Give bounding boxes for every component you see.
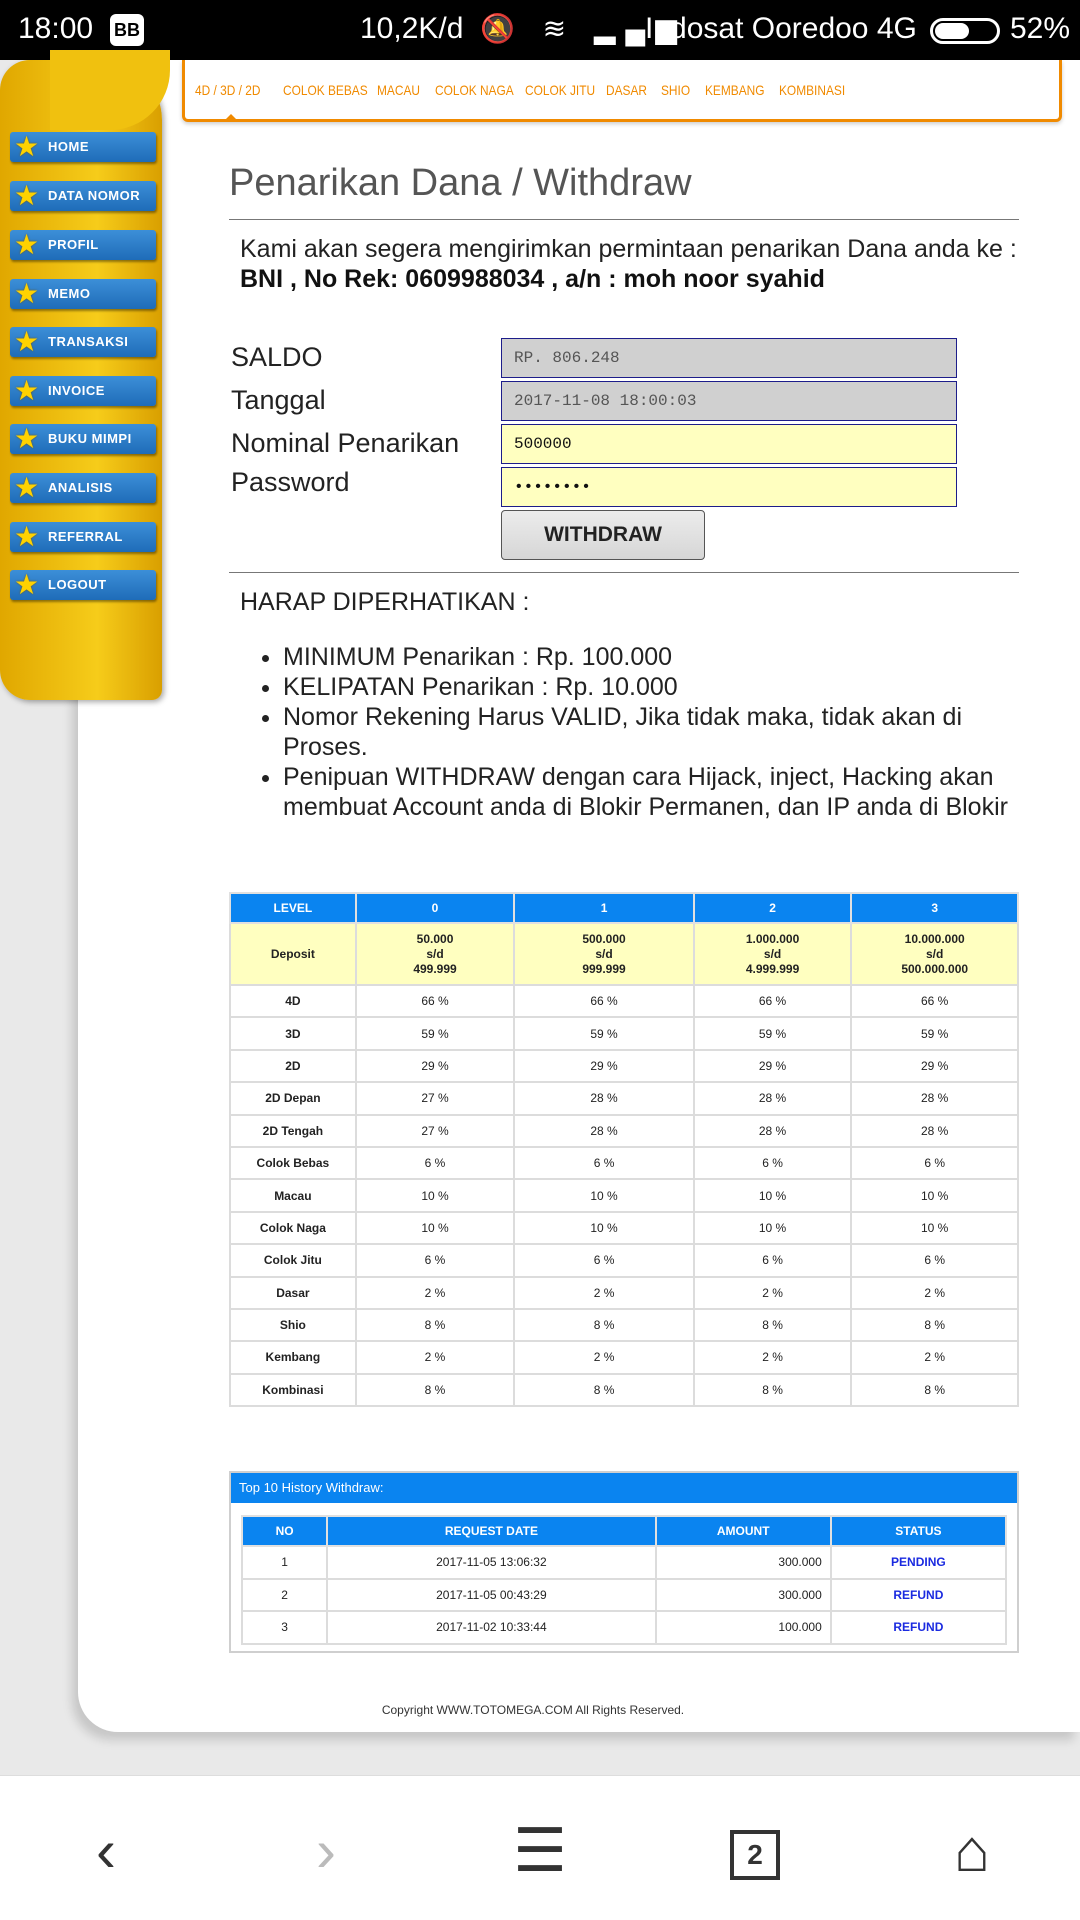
row-label: Colok Bebas <box>230 1147 356 1179</box>
payout-value: 66 % <box>356 985 515 1017</box>
column-header: AMOUNT <box>656 1516 831 1546</box>
payout-value: 2 % <box>514 1277 693 1309</box>
home-button[interactable] <box>932 1816 1012 1886</box>
top-nav <box>182 60 1062 122</box>
sidebar-item-label: LOGOUT <box>48 577 107 592</box>
tab-kombinasi[interactable]: KOMBINASI <box>779 82 846 98</box>
payout-value: 6 % <box>851 1147 1018 1179</box>
sidebar-item-invoice[interactable] <box>10 376 156 406</box>
payout-value: 27 % <box>356 1115 515 1147</box>
payout-value: 28 % <box>851 1115 1018 1147</box>
deposit-range <box>694 923 852 985</box>
payout-value: 2 % <box>514 1341 693 1373</box>
battery-icon <box>930 18 1000 44</box>
nominal-input[interactable] <box>501 424 957 464</box>
row-label: 2D Tengah <box>230 1115 356 1147</box>
sidebar-item-data-nomor[interactable] <box>10 181 156 211</box>
table-row <box>230 1050 1018 1082</box>
warning-list <box>283 642 1023 822</box>
status-time: 18:00 <box>18 12 94 45</box>
notice-text: Kami akan segera mengirimkan permintaan penarikan Dana anda ke : <box>240 235 1017 263</box>
row-label: Macau <box>230 1179 356 1211</box>
withdraw-button[interactable]: WITHDRAW <box>501 510 705 560</box>
payout-value: 6 % <box>514 1244 693 1276</box>
table-header-row <box>242 1516 1006 1546</box>
menu-button[interactable] <box>500 1816 580 1886</box>
payout-value: 28 % <box>851 1082 1018 1114</box>
column-header: 2 <box>694 893 852 923</box>
network-speed: 10,2K/d <box>360 12 464 45</box>
table-row <box>242 1611 1006 1644</box>
table-row <box>230 1341 1018 1373</box>
column-header: NO <box>242 1516 327 1546</box>
sidebar-item-label: MEMO <box>48 286 91 301</box>
warning-item: • MINIMUM Penarikan : Rp. 100.000 <box>283 642 1023 672</box>
status-badge: PENDING <box>831 1546 1006 1579</box>
star-icon: ★ <box>14 326 40 357</box>
payout-value: 8 % <box>851 1309 1018 1341</box>
payout-value: 10 % <box>514 1212 693 1244</box>
history-title: Top 10 History Withdraw: <box>231 1473 1017 1503</box>
star-icon: ★ <box>14 423 40 454</box>
column-header: STATUS <box>831 1516 1006 1546</box>
deposit-sep: s/d <box>926 946 944 961</box>
payout-value: 29 % <box>694 1050 852 1082</box>
history-no: 1 <box>242 1546 327 1579</box>
deposit-min: 500.000 <box>582 931 626 946</box>
payout-value: 10 % <box>851 1212 1018 1244</box>
payout-value: 29 % <box>851 1050 1018 1082</box>
deposit-min: 10.000.000 <box>904 931 965 946</box>
table-row <box>230 1212 1018 1244</box>
payout-value: 6 % <box>356 1244 515 1276</box>
table-row <box>230 1277 1018 1309</box>
row-label: 3D <box>230 1017 356 1049</box>
deposit-range <box>851 923 1018 985</box>
history-no: 2 <box>242 1579 327 1612</box>
row-label: 2D Depan <box>230 1082 356 1114</box>
row-label: Kombinasi <box>230 1374 356 1406</box>
tab-count: 2 <box>747 1839 763 1871</box>
sidebar-item-label: TRANSAKSI <box>48 334 129 349</box>
tab-macau[interactable]: MACAU <box>377 82 420 98</box>
chevron-right-icon: › <box>316 1817 336 1884</box>
history-amount: 300.000 <box>656 1546 831 1579</box>
payout-value: 8 % <box>694 1374 852 1406</box>
deposit-label: Deposit <box>230 923 356 985</box>
sidebar-item-label: BUKU MIMPI <box>48 431 132 446</box>
copyright-text: Copyright WWW.TOTOMEGA.COM All Rights Reserved. <box>381 1703 685 1717</box>
nominal-label: Nominal Penarikan <box>231 428 460 458</box>
history-no: 3 <box>242 1611 327 1644</box>
payout-value: 2 % <box>356 1341 515 1373</box>
payout-value: 8 % <box>514 1374 693 1406</box>
column-header: LEVEL <box>230 893 356 923</box>
payout-value: 10 % <box>694 1179 852 1211</box>
deposit-max: 500.000.000 <box>901 961 969 976</box>
sidebar <box>0 60 165 700</box>
divider <box>229 219 1019 220</box>
saldo-label: SALDO <box>231 342 323 372</box>
sidebar-item-profil[interactable] <box>10 230 156 260</box>
carrier-name: Indosat Ooredoo 4G <box>645 12 917 45</box>
sidebar-item-label: REFERRAL <box>48 529 123 544</box>
table-row <box>230 985 1018 1017</box>
tabs-icon <box>730 1830 780 1880</box>
tab-colok-naga[interactable]: COLOK NAGA <box>435 82 514 98</box>
tab-shio[interactable]: SHIO <box>661 82 691 98</box>
payout-value: 2 % <box>694 1277 852 1309</box>
divider <box>229 572 1019 573</box>
warning-item: • KELIPATAN Penarikan : Rp. 10.000 <box>283 672 1023 702</box>
sidebar-item-home[interactable] <box>10 132 156 162</box>
payout-value: 66 % <box>514 985 693 1017</box>
deposit-min: 1.000.000 <box>745 931 800 946</box>
payout-value: 28 % <box>514 1115 693 1147</box>
payout-value: 59 % <box>356 1017 515 1049</box>
tanggal-field <box>501 381 957 421</box>
payout-value: 10 % <box>851 1179 1018 1211</box>
deposit-sep: s/d <box>595 946 613 961</box>
saldo-field <box>501 338 957 378</box>
sidebar-item-buku-mimpi[interactable] <box>10 424 156 454</box>
tabs-button[interactable] <box>715 1816 795 1886</box>
star-icon: ★ <box>14 180 40 211</box>
payout-value: 2 % <box>851 1277 1018 1309</box>
tab-dasar[interactable]: DASAR <box>606 82 647 98</box>
tab-4d-3d-2d[interactable]: 4D / 3D / 2D <box>195 82 261 98</box>
payout-value: 28 % <box>514 1082 693 1114</box>
table-row <box>230 1017 1018 1049</box>
table-row <box>242 1579 1006 1612</box>
star-icon: ★ <box>14 131 40 162</box>
history-date: 2017-11-02 10:33:44 <box>327 1611 655 1644</box>
table-row <box>230 1179 1018 1211</box>
sidebar-item-label: PROFIL <box>48 237 99 252</box>
payout-value: 10 % <box>356 1179 515 1211</box>
payout-value: 28 % <box>694 1115 852 1147</box>
payout-value: 29 % <box>356 1050 515 1082</box>
hamburger-icon: ☰ <box>513 1817 567 1884</box>
payout-value: 8 % <box>356 1309 515 1341</box>
payout-value: 59 % <box>851 1017 1018 1049</box>
signal-icons: 🔕 ≋ ▂▄▆ <box>480 13 687 44</box>
sidebar-item-label: ANALISIS <box>48 480 113 495</box>
table-row <box>230 1244 1018 1276</box>
password-input[interactable] <box>501 467 957 507</box>
payout-value: 66 % <box>851 985 1018 1017</box>
payout-value: 10 % <box>356 1212 515 1244</box>
deposit-max: 999.999 <box>582 961 626 976</box>
bank-account-info: BNI , No Rek: 0609988034 , a/n : moh noor syahid <box>240 265 825 293</box>
warning-item: • Penipuan WITHDRAW dengan cara Hijack, inject, Hacking akan membuat Account anda di Blokir Permanen, dan IP anda di Blokir <box>283 762 1023 822</box>
payout-value: 2 % <box>356 1277 515 1309</box>
browser-nav-bar <box>0 1775 1080 1920</box>
column-header: 0 <box>356 893 515 923</box>
tab-colok-bebas[interactable]: COLOK BEBAS <box>283 82 368 98</box>
sidebar-item-label: INVOICE <box>48 383 105 398</box>
tab-kembang[interactable]: KEMBANG <box>705 82 765 98</box>
chevron-left-icon: ‹ <box>96 1817 116 1884</box>
forward-button[interactable] <box>286 1816 366 1886</box>
payout-value: 59 % <box>694 1017 852 1049</box>
table-row <box>230 1309 1018 1341</box>
payout-value: 66 % <box>694 985 852 1017</box>
payout-value: 27 % <box>356 1082 515 1114</box>
history-table <box>241 1515 1007 1645</box>
warning-item: • Nomor Rekening Harus VALID, Jika tidak maka, tidak akan di Proses. <box>283 702 1023 762</box>
payout-value: 10 % <box>514 1179 693 1211</box>
payout-value: 2 % <box>851 1341 1018 1373</box>
column-header: REQUEST DATE <box>327 1516 655 1546</box>
row-label: Colok Jitu <box>230 1244 356 1276</box>
sidebar-item-memo[interactable] <box>10 279 156 309</box>
deposit-sep: s/d <box>763 946 782 961</box>
star-icon: ★ <box>14 569 40 600</box>
payout-value: 8 % <box>514 1309 693 1341</box>
status-badge: REFUND <box>831 1611 1006 1644</box>
active-tab-caret <box>225 114 237 120</box>
payout-value: 8 % <box>356 1374 515 1406</box>
star-icon: ★ <box>14 375 40 406</box>
payout-table <box>229 892 1019 1407</box>
page-title: Penarikan Dana / Withdraw <box>229 162 692 204</box>
deposit-range <box>356 923 515 985</box>
deposit-range <box>514 923 693 985</box>
deposit-row <box>230 923 1018 985</box>
table-row <box>230 1147 1018 1179</box>
payout-value: 6 % <box>514 1147 693 1179</box>
star-icon: ★ <box>14 278 40 309</box>
column-header: 3 <box>851 893 1018 923</box>
home-icon: ⌂ <box>953 1817 991 1884</box>
sidebar-item-analisis[interactable] <box>10 473 156 503</box>
back-button[interactable] <box>66 1816 146 1886</box>
password-label: Password <box>231 467 350 497</box>
row-label: Shio <box>230 1309 356 1341</box>
deposit-sep: s/d <box>426 946 444 961</box>
row-label: 4D <box>230 985 356 1017</box>
row-label: Dasar <box>230 1277 356 1309</box>
payout-value: 6 % <box>694 1147 852 1179</box>
status-badge: REFUND <box>831 1579 1006 1612</box>
payout-value: 29 % <box>514 1050 693 1082</box>
payout-value: 28 % <box>694 1082 852 1114</box>
table-row <box>230 1115 1018 1147</box>
history-date: 2017-11-05 13:06:32 <box>327 1546 655 1579</box>
history-panel <box>229 1471 1019 1653</box>
sidebar-item-logout[interactable] <box>10 570 156 600</box>
history-amount: 100.000 <box>656 1611 831 1644</box>
tanggal-label: Tanggal <box>231 385 326 415</box>
payout-value: 8 % <box>694 1309 852 1341</box>
sidebar-item-label: HOME <box>48 139 89 154</box>
row-label: Kembang <box>230 1341 356 1373</box>
deposit-max: 4.999.999 <box>745 961 800 976</box>
history-amount: 300.000 <box>656 1579 831 1612</box>
sidebar-item-transaksi[interactable] <box>10 327 156 357</box>
payout-value: 6 % <box>356 1147 515 1179</box>
table-row <box>230 1082 1018 1114</box>
table-row <box>230 1374 1018 1406</box>
column-header: 1 <box>514 893 693 923</box>
payout-value: 2 % <box>694 1341 852 1373</box>
star-icon: ★ <box>14 229 40 260</box>
payout-value: 59 % <box>514 1017 693 1049</box>
payout-value: 8 % <box>851 1374 1018 1406</box>
deposit-max: 499.999 <box>413 961 457 976</box>
payout-value: 6 % <box>851 1244 1018 1276</box>
sidebar-item-label: DATA NOMOR <box>48 188 141 203</box>
history-date: 2017-11-05 00:43:29 <box>327 1579 655 1612</box>
table-row <box>242 1546 1006 1579</box>
battery-percent: 52% <box>1010 12 1071 45</box>
sidebar-item-referral[interactable] <box>10 522 156 552</box>
payout-value: 6 % <box>694 1244 852 1276</box>
payout-value: 10 % <box>694 1212 852 1244</box>
row-label: 2D <box>230 1050 356 1082</box>
tab-colok-jitu[interactable]: COLOK JITU <box>525 82 596 98</box>
warning-title: HARAP DIPERHATIKAN : <box>240 588 530 616</box>
star-icon: ★ <box>14 521 40 552</box>
deposit-min: 50.000 <box>416 931 454 946</box>
row-label: Colok Naga <box>230 1212 356 1244</box>
star-icon: ★ <box>14 472 40 503</box>
table-header-row <box>230 893 1018 923</box>
bbm-icon: BB <box>110 14 144 46</box>
